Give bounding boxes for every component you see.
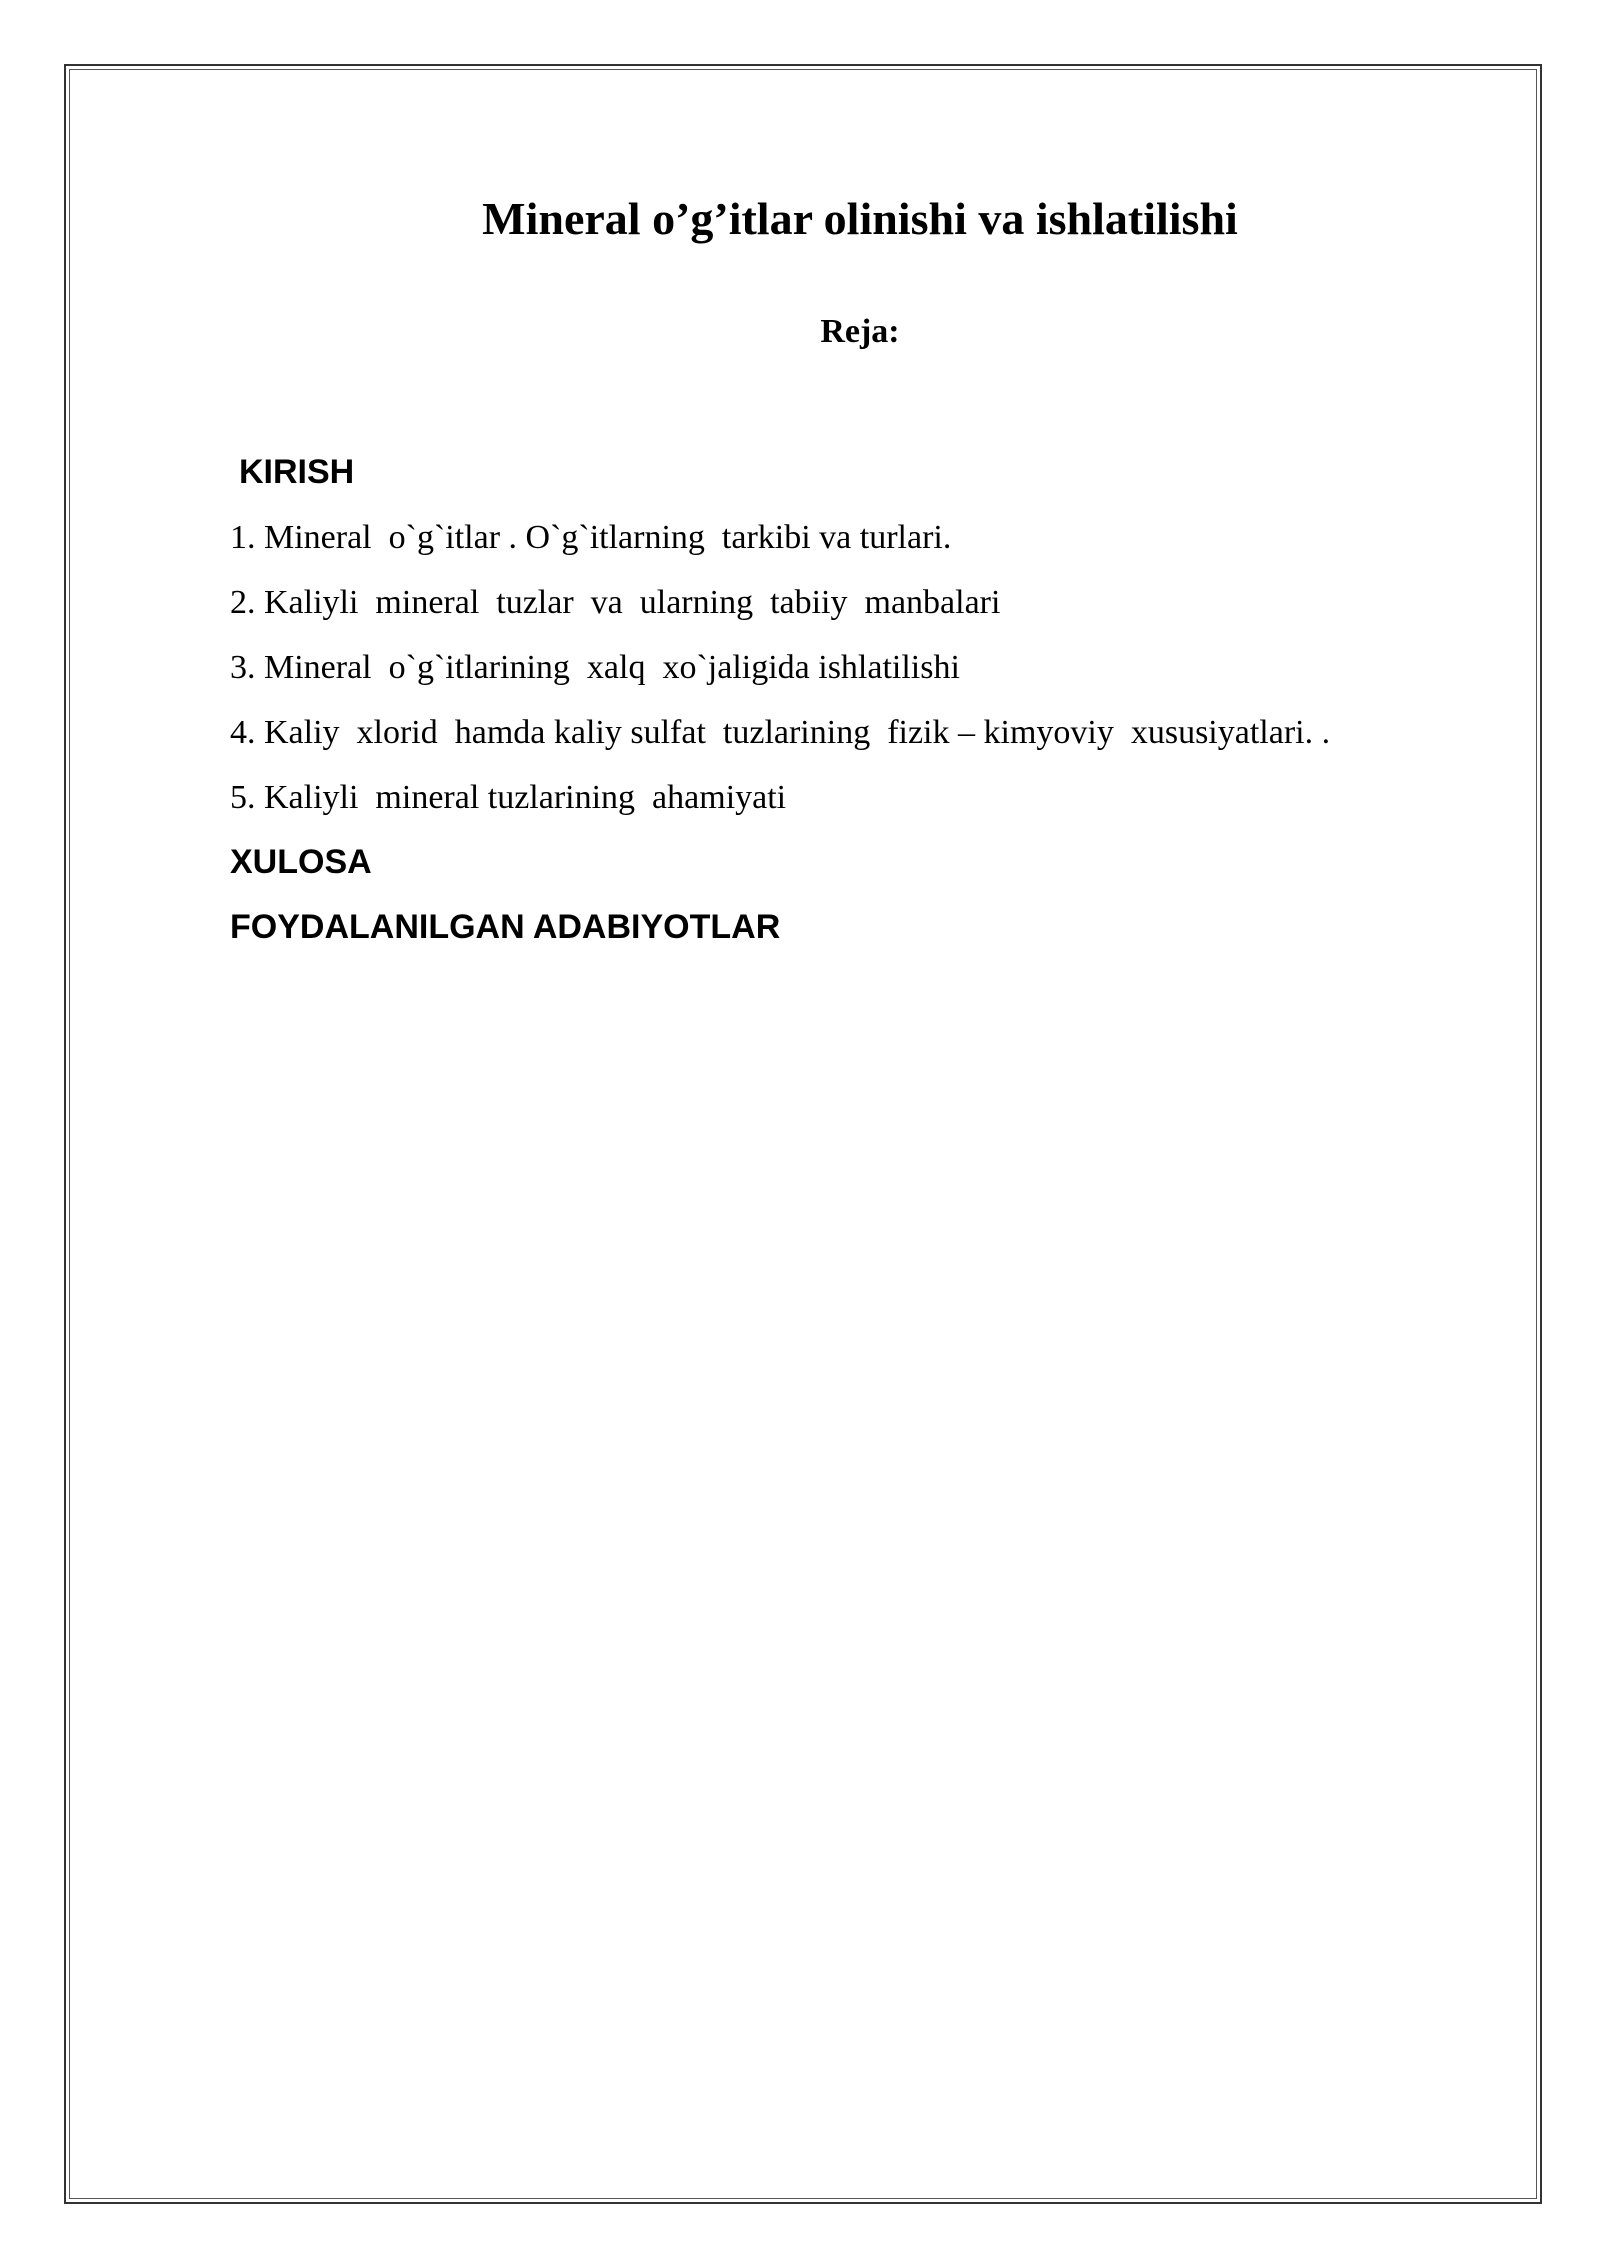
page-border (64, 64, 1542, 2204)
plan-item-3: 3. Mineral o`g`itlarining xalq xo`jaligida ishlatilishi (230, 649, 960, 686)
plan-item-2: 2. Kaliyli mineral tuzlar va ularning tabiiy manbalari (230, 584, 1001, 621)
plan-item-5: 5. Kaliyli mineral tuzlarining ahamiyati (230, 779, 787, 816)
plan-conclusion: XULOSA (230, 843, 372, 881)
plan-intro: KIRISH (239, 453, 355, 491)
plan-list (230, 440, 1530, 960)
plan-heading: Reja: (820, 313, 900, 350)
plan-references: FOYDALANILGAN ADABIYOTLAR (230, 908, 781, 946)
document-title: Mineral o’g’itlar olinishi va ishlatilishi (482, 193, 1238, 244)
plan-item-4: 4. Kaliy xlorid hamda kaliy sulfat tuzlarining fizik – kimyoviy xususiyatlari. . (230, 714, 1331, 751)
plan-item-1: 1. Mineral o`g`itlar . O`g`itlarning tarkibi va turlari. (230, 519, 952, 556)
